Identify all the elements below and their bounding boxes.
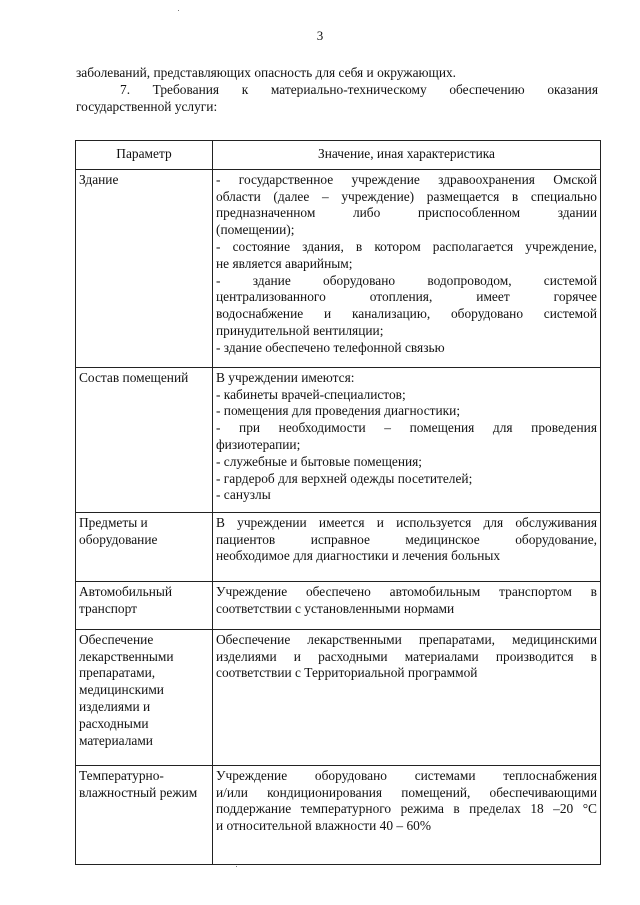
value-line: В учреждении имеются: — [216, 369, 355, 385]
section-heading: 7. Требования к материально-техническому обеспечению оказания государственной услуги: — [76, 82, 598, 114]
value-line: - служебные и бытовые помещения; — [216, 453, 423, 469]
parameter-cell: Состав помещений — [76, 367, 213, 512]
parameter-cell: Обеспечение лекарственными препаратами, медицинскими изделиями и расходными материалами — [76, 629, 213, 765]
table-row — [76, 765, 601, 864]
value-line: водоснабжение и канализацию, оборудовано системой — [216, 306, 597, 322]
value-line: изделиями и расходными материалами производится в — [216, 648, 597, 664]
value-cell — [213, 169, 601, 367]
value-cell — [213, 512, 601, 581]
table-row — [76, 169, 601, 367]
value-line: Учреждение обеспечено автомобильным транспортом в — [216, 583, 597, 599]
value-cell — [213, 581, 601, 629]
value-line: (помещении); — [216, 222, 295, 238]
value-line: - при необходимости – помещения для проведения — [216, 420, 597, 436]
table-row — [76, 367, 601, 512]
value-line: и относительной влажности 40 – 60% — [216, 818, 432, 834]
value-line: принудительной вентиляции; — [216, 322, 384, 338]
value-line: физиотерапии; — [216, 436, 301, 452]
value-line: - государственное учреждение здравоохранения Омской — [216, 171, 597, 187]
table-row — [76, 581, 601, 629]
value-line: предназначенном либо приспособленном здании — [216, 205, 597, 221]
value-line: В учреждении имеется и используется для обслуживания — [216, 514, 597, 530]
value-line: - здание оборудовано водопроводом, системой — [216, 272, 597, 288]
value-line: Учреждение оборудовано системами теплоснабжения — [216, 767, 597, 783]
header-parameter: Параметр — [76, 141, 213, 170]
value-line: - состояние здания, в котором располагается учреждение, — [216, 238, 597, 254]
value-line: области (далее – учреждение) размещается в специально — [216, 188, 597, 204]
value-line: централизованного отопления, имеет горячее — [216, 289, 597, 305]
table-row — [76, 512, 601, 581]
value-line: пациентов исправное медицинское оборудование, — [216, 531, 597, 547]
value-line: - гардероб для верхней одежды посетителей; — [216, 470, 473, 486]
intro-text — [76, 64, 598, 115]
parameter-cell: Автомобильный транспорт — [76, 581, 213, 629]
parameter-cell: Здание — [76, 169, 213, 367]
value-line: - кабинеты врачей-специалистов; — [216, 386, 406, 402]
value-line: - здание обеспечено телефонной связью — [216, 339, 445, 355]
scan-speck — [178, 10, 179, 11]
parameter-cell: Предметы и оборудование — [76, 512, 213, 581]
value-line: - санузлы — [216, 487, 271, 503]
value-cell — [213, 765, 601, 864]
value-line: Обеспечение лекарственными препаратами, медицинскими — [216, 631, 597, 647]
value-line: соответствии с Территориальной программой — [216, 665, 478, 681]
header-value: Значение, иная характеристика — [213, 141, 601, 170]
value-line: поддержание температурного режима в пределах 18 –20 °С — [216, 801, 597, 817]
scan-speck — [236, 866, 237, 867]
value-line: соответствии с установленными нормами — [216, 600, 455, 616]
page-number: 3 — [316, 28, 324, 43]
value-cell — [213, 629, 601, 765]
value-line: и/или кондиционирования помещений, обеспечивающими — [216, 784, 597, 800]
value-line: необходимое для диагностики и лечения больных — [216, 548, 501, 564]
table-header-row — [76, 141, 601, 170]
requirements-table — [75, 140, 601, 865]
parameter-cell: Температурно-влажностный режим — [76, 765, 213, 864]
intro-continuation: заболеваний, представляющих опасность для себя и окружающих. — [76, 65, 457, 80]
value-line: не является аварийным; — [216, 255, 353, 271]
value-cell — [213, 367, 601, 512]
table-row — [76, 629, 601, 765]
value-line: - помещения для проведения диагностики; — [216, 403, 461, 419]
